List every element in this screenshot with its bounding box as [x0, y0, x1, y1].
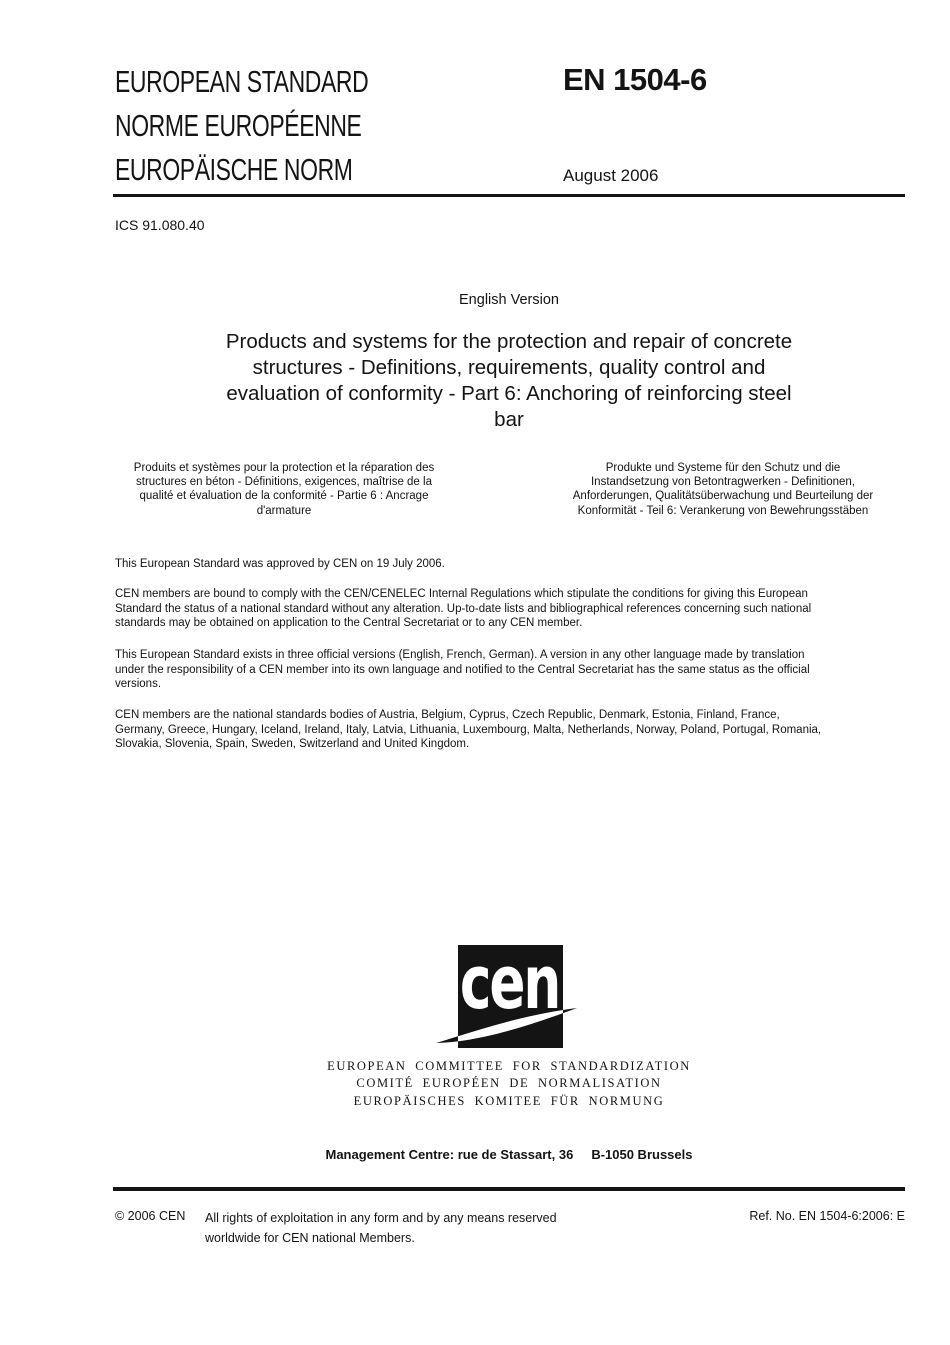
reference-number: Ref. No. EN 1504-6:2006: E [749, 1209, 905, 1223]
copyright-notice: © 2006 CEN [115, 1209, 186, 1223]
document-title-english: Products and systems for the protection and repair of concrete structures - Definitions, requirements, quality control and evaluation of conformity - Part 6: Anchoring of reinforcing steel bar [225, 330, 793, 431]
paragraph-regulations: CEN members are bound to comply with the CEN/CENELEC Internal Regulations which stipulate the conditions for giving this European Standard the status of a national standard without any alteration. Up-to-date lists and bibliographical references concerning such national standards may be obtained on application to the Central Secretariat or to any CEN member. [115, 588, 812, 630]
ics-classification: ICS 91.080.40 [115, 217, 205, 233]
approval-statement: This European Standard was approved by CEN on 19 July 2006. [115, 558, 445, 570]
management-centre-city: B-1050 Brussels [591, 1147, 693, 1162]
paragraph-official-versions: This European Standard exists in three official versions (English, French, German). A version in any other language made by translation under the responsibility of a CEN member into its own language and notified to the Central Secretariat has the same status as the official versions. [115, 649, 810, 691]
header-rule [113, 194, 905, 197]
document-title-german: Produkte und Systeme für den Schutz und die Instandsetzung von Betontragwerken - Definitionen, Anforderungen, Qualitätsüberwachung und Beurteilung der Konformität - Teil 6: Verankerung von Bewehrungsstäben [572, 462, 874, 517]
footer-rule [113, 1187, 905, 1191]
version-label: English Version [459, 292, 559, 308]
standard-kind-french: NORME EUROPÉENNE [115, 108, 362, 143]
standard-kind-english: EUROPEAN STANDARD [115, 64, 369, 99]
cen-logo-text: cen [459, 940, 560, 1027]
management-centre-line [113, 1147, 905, 1162]
document-title-french: Produits et systèmes pour la protection et la réparation des structures en béton - Définitions, exigences, maîtrise de la qualité et évaluation de la conformité - Partie 6 : Ancrage d'armature [133, 462, 435, 517]
standard-kind-german: EUROPÄISCHE NORM [115, 152, 353, 187]
cen-logo [426, 932, 596, 1062]
paragraph-member-bodies: CEN members are the national standards bodies of Austria, Belgium, Cyprus, Czech Republic, Denmark, Estonia, Finland, France, Germany, Greece, Hungary, Iceland, Ireland, Italy, Latvia, Lithuania, Luxembourg, Malta, Netherlands, Norway, Poland, Portugal, Romania, Slovakia, Slovenia, Spain, Sweden, Switzerland and United Kingdom. [115, 709, 822, 751]
committee-names: EUROPEAN COMMITTEE FOR STANDARDIZATION COMITÉ EUROPÉEN DE NORMALISATION EUROPÄISCHES KOMITEE FÜR NORMUNG [327, 1059, 691, 1108]
publication-date: August 2006 [563, 166, 659, 185]
management-centre-address: Management Centre: rue de Stassart, 36 [325, 1147, 574, 1162]
rights-statement: All rights of exploitation in any form and by any means reserved worldwide for CEN national Members. [205, 1211, 557, 1245]
standard-code: EN 1504-6 [563, 62, 707, 97]
